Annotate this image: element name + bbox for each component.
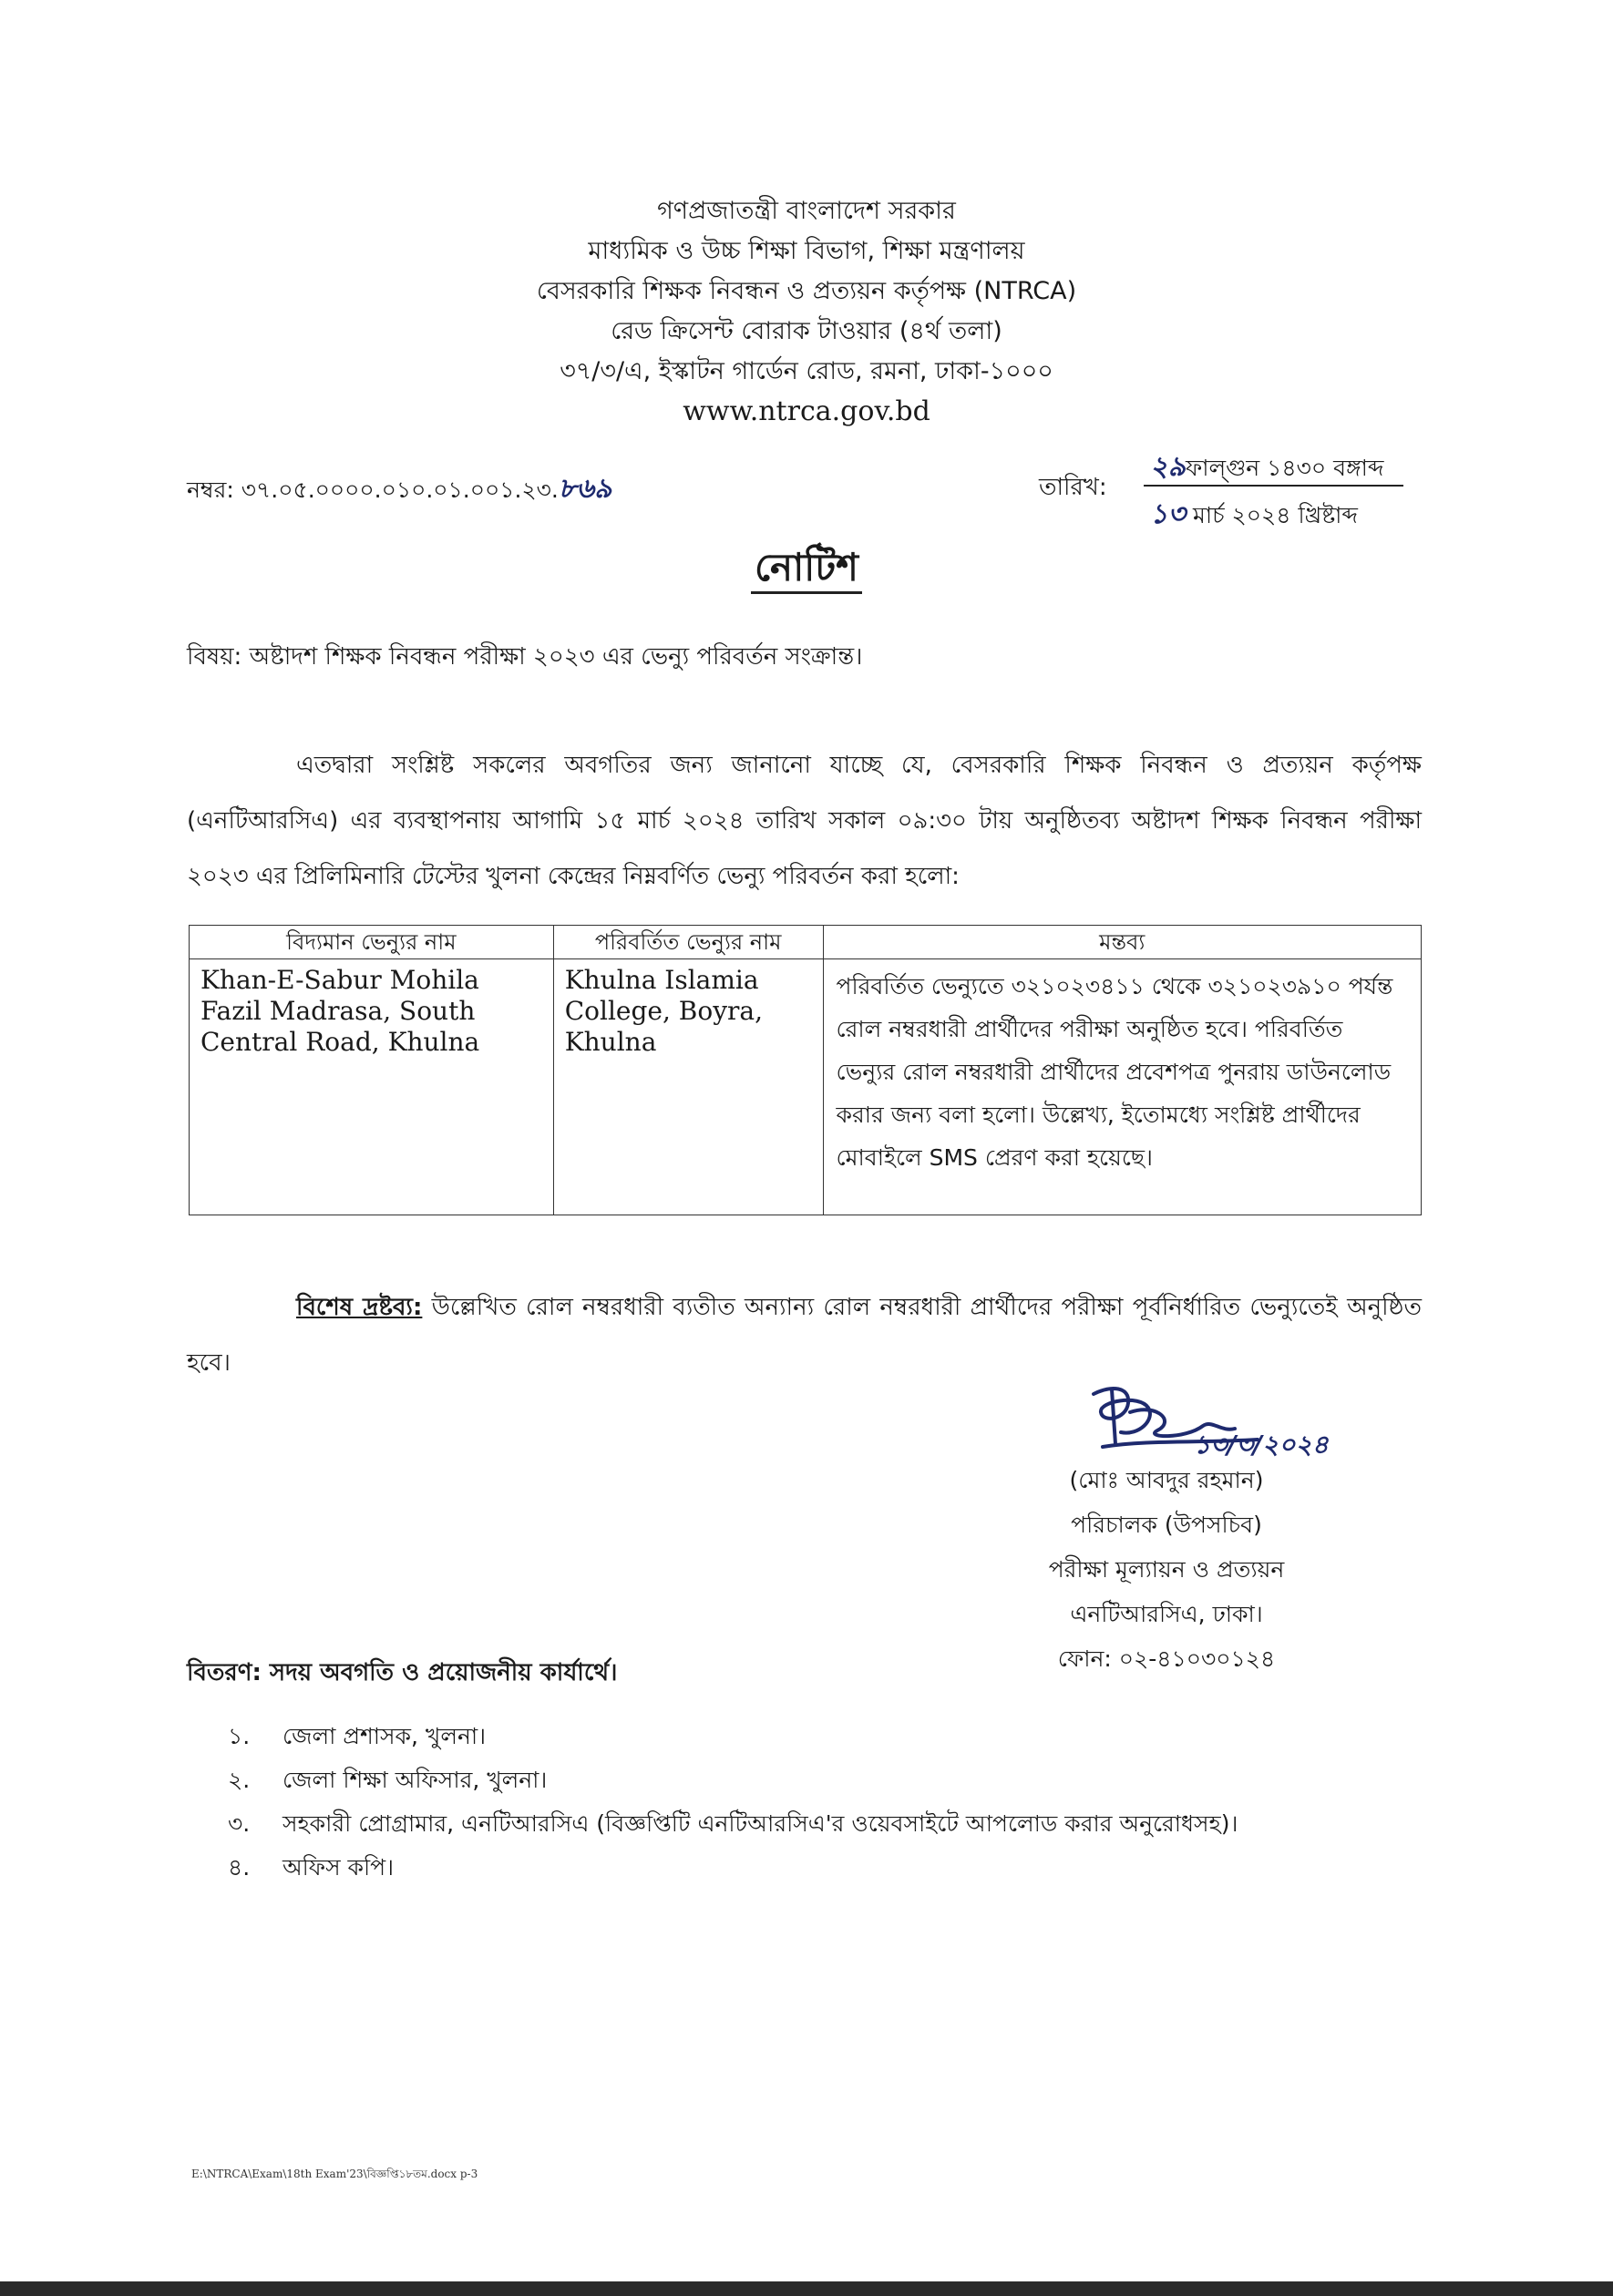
distribution-title: বিতরণ: সদয় অবগতি ও প্রয়োজনীয় কার্যার্থে।	[187, 1659, 618, 1686]
memo-handwritten-number: ৮৬৯	[558, 473, 612, 505]
special-note-label: বিশেষ দ্রষ্টব্য:	[296, 1294, 423, 1321]
date-block	[1039, 443, 1403, 530]
list-item	[228, 1846, 1238, 1890]
special-note	[187, 1280, 1422, 1391]
table-row	[190, 959, 1422, 1215]
bangla-date-day: ২৯	[1150, 451, 1186, 483]
signer-phone: ফোন: ০২-৪১০৩০১২৪	[1057, 1645, 1276, 1672]
notice-title-text: নোটিশ	[751, 545, 862, 594]
date-divider	[1144, 485, 1403, 487]
remark-cell: পরিবর্তিত ভেন্যুতে ৩২১০২৩৪১১ থেকে ৩২১০২৩৯১০ পর্যন্ত রোল নম্বরধারী প্রার্থীদের পরীক্ষা অনুষ্ঠিত হবে। পরিবর্তিত ভেন্যুর রোল নম্বরধারী প্রার্থীদের প্রবেশপত্র পুনরায় ডাউনলোড করার জন্য বলা হলো। উল্লেখ্য, ইতোমধ্যে সংশ্লিষ্ট প্রার্থীদের মোবাইলে SMS প্রেরণ করা হয়েছে।	[823, 959, 1421, 1215]
authority-name: বেসরকারি শিক্ষক নিবন্ধন ও প্রত্যয়ন কর্তৃপক্ষ (NTRCA)	[536, 277, 1077, 305]
list-item-number: ২.	[228, 1767, 251, 1793]
list-item-text: সহকারী প্রোগ্রামার, এনটিআরসিএ (বিজ্ঞপ্তিটি এনটিআরসিএ'র ওয়েবসাইটে আপলোড করার অনুরোধসহ)।	[283, 1810, 1238, 1837]
intro-text: এতদ্বারা সংশ্লিষ্ট সকলের অবগতির জন্য জানানো যাচ্ছে যে, বেসরকারি শিক্ষক নিবন্ধন ও প্রত্যয়ন কর্তৃপক্ষ (এনটিআরসিএ) এর ব্যবস্থাপনায় আগামি ১৫ মার্চ ২০২৪ তারিখ সকাল ০৯:৩০ টায় অনুষ্ঠিতব্য অষ্টাদশ শিক্ষক নিবন্ধন পরীক্ষা ২০২৩ এর প্রিলিমিনারি টেস্টের খুলনা কেন্দ্রের নিম্নবর্ণিত ভেন্যু পরিবর্তন করা হলো:	[187, 752, 1422, 890]
english-date-day: ১৩	[1150, 498, 1186, 530]
subject-line: বিষয়: অষ্টাদশ শিক্ষক নিবন্ধন পরীক্ষা ২০২৩ এর ভেন্যু পরিবর্তন সংক্রান্ত।	[187, 643, 863, 671]
header-changed-venue: পরিবর্তিত ভেন্যুর নাম	[553, 926, 823, 959]
existing-venue-cell: Khan-E-Sabur Mohila Fazil Madrasa, South Central Road, Khulna	[190, 959, 554, 1215]
list-item	[228, 1715, 1238, 1758]
letterhead	[0, 191, 1613, 432]
signer-department: পরীক্ষা মূল্যায়ন ও প্রত্যয়ন	[1048, 1556, 1285, 1583]
signer-name: (মোঃ আবদুর রহমান)	[1069, 1467, 1264, 1493]
file-path-footer: E:\NTRCA\Exam\18th Exam'23\বিজ্ঞপ্তি১৮তম.docx p-3	[191, 2168, 478, 2180]
list-item	[228, 1802, 1238, 1846]
date-label: তারিখ:	[1039, 474, 1107, 501]
header-existing-venue: বিদ্যমান ভেন্যুর নাম	[190, 926, 554, 959]
memo-prefix: নম্বর: ৩৭.০৫.০০০০.০১০.০১.০০১.২৩.	[187, 477, 559, 503]
header-remark: মন্তব্য	[823, 926, 1421, 959]
street-address: ৩৭/৩/এ, ইস্কাটন গার্ডেন রোড, রমনা, ঢাকা-১০০০	[560, 357, 1053, 385]
list-item-number: ১.	[228, 1723, 251, 1749]
memo-number	[187, 466, 611, 513]
special-note-text: উল্লেখিত রোল নম্বরধারী ব্যতীত অন্যান্য রোল নম্বরধারী প্রার্থীদের পরীক্ষা পূর্বনির্ধারিত ভেন্যুতেই অনুষ্ঠিত হবে।	[187, 1294, 1422, 1377]
list-item-text: জেলা শিক্ষা অফিসার, খুলনা।	[283, 1767, 548, 1793]
ministry-name: মাধ্যমিক ও উচ্চ শিক্ষা বিভাগ, শিক্ষা মন্ত্রণালয়	[588, 237, 1025, 265]
signature-date: ১৩/৩/২০২৪	[1194, 1430, 1329, 1460]
table-header-row	[190, 926, 1422, 959]
list-item-text: অফিস কপি।	[283, 1854, 395, 1881]
changed-venue-cell: Khulna Islamia College, Boyra, Khulna	[553, 959, 823, 1215]
list-item	[228, 1758, 1238, 1802]
english-date	[1150, 492, 1358, 538]
building-address: রেড ক্রিসেন্ট বোরাক টাওয়ার (৪র্থ তলা)	[611, 317, 1002, 345]
intro-paragraph	[187, 738, 1422, 905]
signer-block	[966, 1458, 1367, 1681]
website-link[interactable]: www.ntrca.gov.bd	[683, 395, 930, 427]
english-date-rest: মার্চ ২০২৪ খ্রিষ্টাব্দ	[1192, 502, 1358, 528]
list-item-number: ৪.	[228, 1854, 251, 1881]
signer-designation: পরিচালক (উপসচিব)	[1071, 1512, 1262, 1538]
scan-bottom-edge	[0, 2281, 1613, 2296]
bangla-date-rest: ফাল্গুন ১৪৩০ বঙ্গাব্দ	[1185, 455, 1384, 481]
list-item-number: ৩.	[228, 1810, 251, 1837]
distribution-list	[228, 1715, 1238, 1890]
list-item-text: জেলা প্রশাসক, খুলনা।	[283, 1723, 487, 1749]
venue-change-table	[189, 925, 1422, 1215]
govt-name: গণপ্রজাতন্ত্রী বাংলাদেশ সরকার	[657, 197, 956, 225]
signer-office: এনটিআরসিএ, ঢাকা।	[1070, 1601, 1263, 1627]
notice-title	[0, 538, 1613, 602]
